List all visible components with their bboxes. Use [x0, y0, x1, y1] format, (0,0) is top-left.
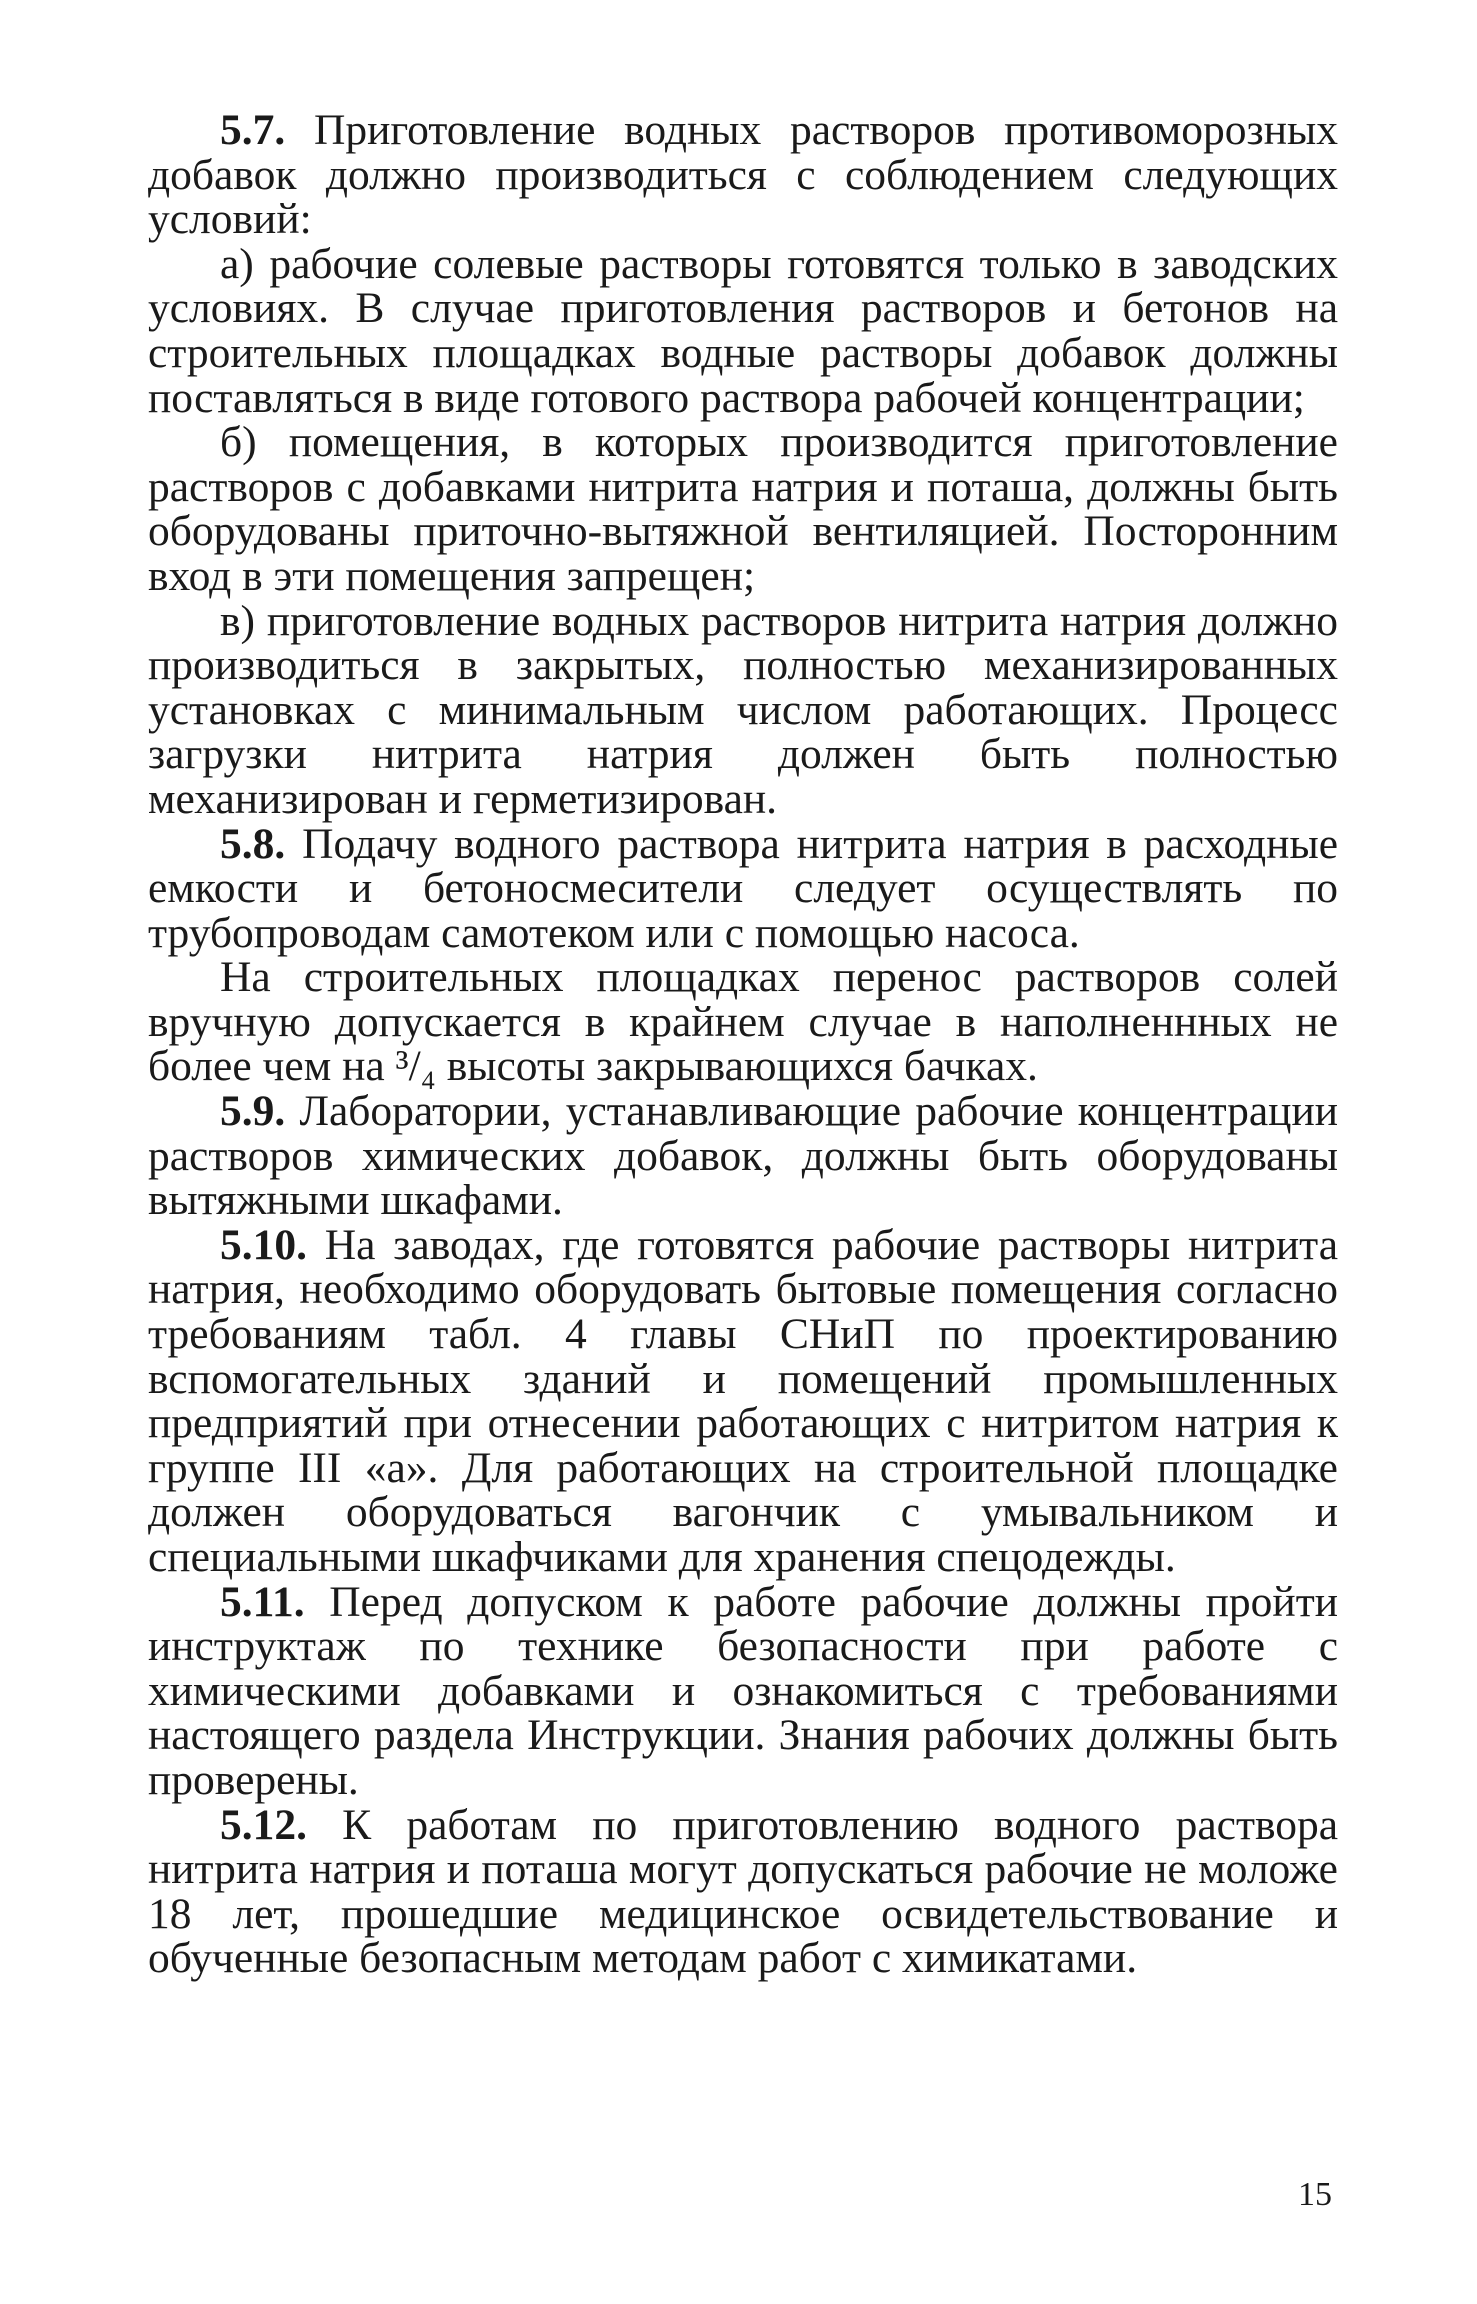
paragraph-5-8-cont — [148, 955, 1338, 1089]
clause-number: 5.8. — [220, 819, 286, 868]
paragraph-item-b — [148, 420, 1338, 598]
paragraph-text: К работам по приготовлению водного раствора нитрита натрия и поташа могут допускаться рабочие не моложе 18 лет, прошедшие медицинское освидетельствование и обученные безопасным методам работ с химикатами. — [148, 1800, 1338, 1983]
paragraph-text: Перед допуском к работе рабочие должны пройти инструктаж по технике безопасности при работе с химическими добавками и ознакомиться с требованиями настоящего раздела Инструкции. Знания рабочих должны быть проверены. — [148, 1577, 1339, 1804]
clause-number: 5.11. — [220, 1577, 305, 1626]
clause-number: 5.9. — [220, 1087, 286, 1136]
paragraph-5-7 — [148, 108, 1338, 242]
clause-number: 5.7. — [220, 106, 286, 154]
paragraph-5-12 — [148, 1800, 1338, 1983]
paragraph-text: Подачу водного раствора нитрита натрия в расходные емкости и бетоносмесители следует осуществлять по трубопроводам самотеком или с помощью насоса. — [148, 819, 1338, 957]
paragraph-item-v — [148, 596, 1338, 823]
paragraph-text: Лаборатории, устанавливающие рабочие концентрации растворов химических добавок, должны быть оборудованы вытяжными шкафами. — [148, 1087, 1339, 1225]
paragraph-text: б) помещения, в которых производится приготовление растворов с добавками нитрита натрия и поташа, должны быть оборудованы приточно-вытяжной вентиляцией. Посторонним вход в эти помещения запрещен; — [148, 418, 1338, 600]
paragraph-text: а) рабочие солевые растворы готовятся только в заводских условиях. В случае приготовления растворов и бетонов на строительных площадках водные растворы добавок должны поставляться в виде готового раствора рабочей концентрации; — [148, 239, 1338, 422]
paragraph-text: На заводах, где готовятся рабочие растворы нитрита натрия, необходимо оборудовать бытовые помещения согласно требованиям табл. 4 главы СНиП по проектированию вспомогательных зданий и помещений промышленных предприятий при отнесении работающих с нитритом натрия к группе III «а». Для работающих на строительной площадке должен оборудоваться вагончик с умывальником и специальными шкафчиками для хранения спецодежды. — [148, 1220, 1339, 1581]
paragraph-item-a — [148, 239, 1338, 422]
paragraph-5-8 — [148, 819, 1338, 957]
page-number: 15 — [1298, 2176, 1332, 2213]
paragraph-5-11 — [148, 1577, 1339, 1804]
document-body — [148, 108, 1338, 1981]
paragraph-5-9 — [148, 1089, 1338, 1223]
clause-number: 5.12. — [220, 1800, 307, 1849]
paragraph-text: На строительных площадках перенос растворов солей вручную допускается в крайнем случае в наполненнных не более чем на ³/₄ высоты закрывающихся бачках. — [148, 953, 1338, 1091]
paragraph-5-10 — [148, 1220, 1339, 1581]
clause-number: 5.10. — [220, 1220, 307, 1269]
paragraph-text: Приготовление водных растворов противоморозных добавок должно производиться с соблюдением следующих условий: — [148, 106, 1338, 244]
paragraph-text: в) приготовление водных растворов нитрита натрия должно производиться в закрытых, полностью механизированных установках с минимальным числом работающих. Процесс загрузки нитрита натрия должен быть полностью механизирован и герметизирован. — [148, 596, 1338, 823]
